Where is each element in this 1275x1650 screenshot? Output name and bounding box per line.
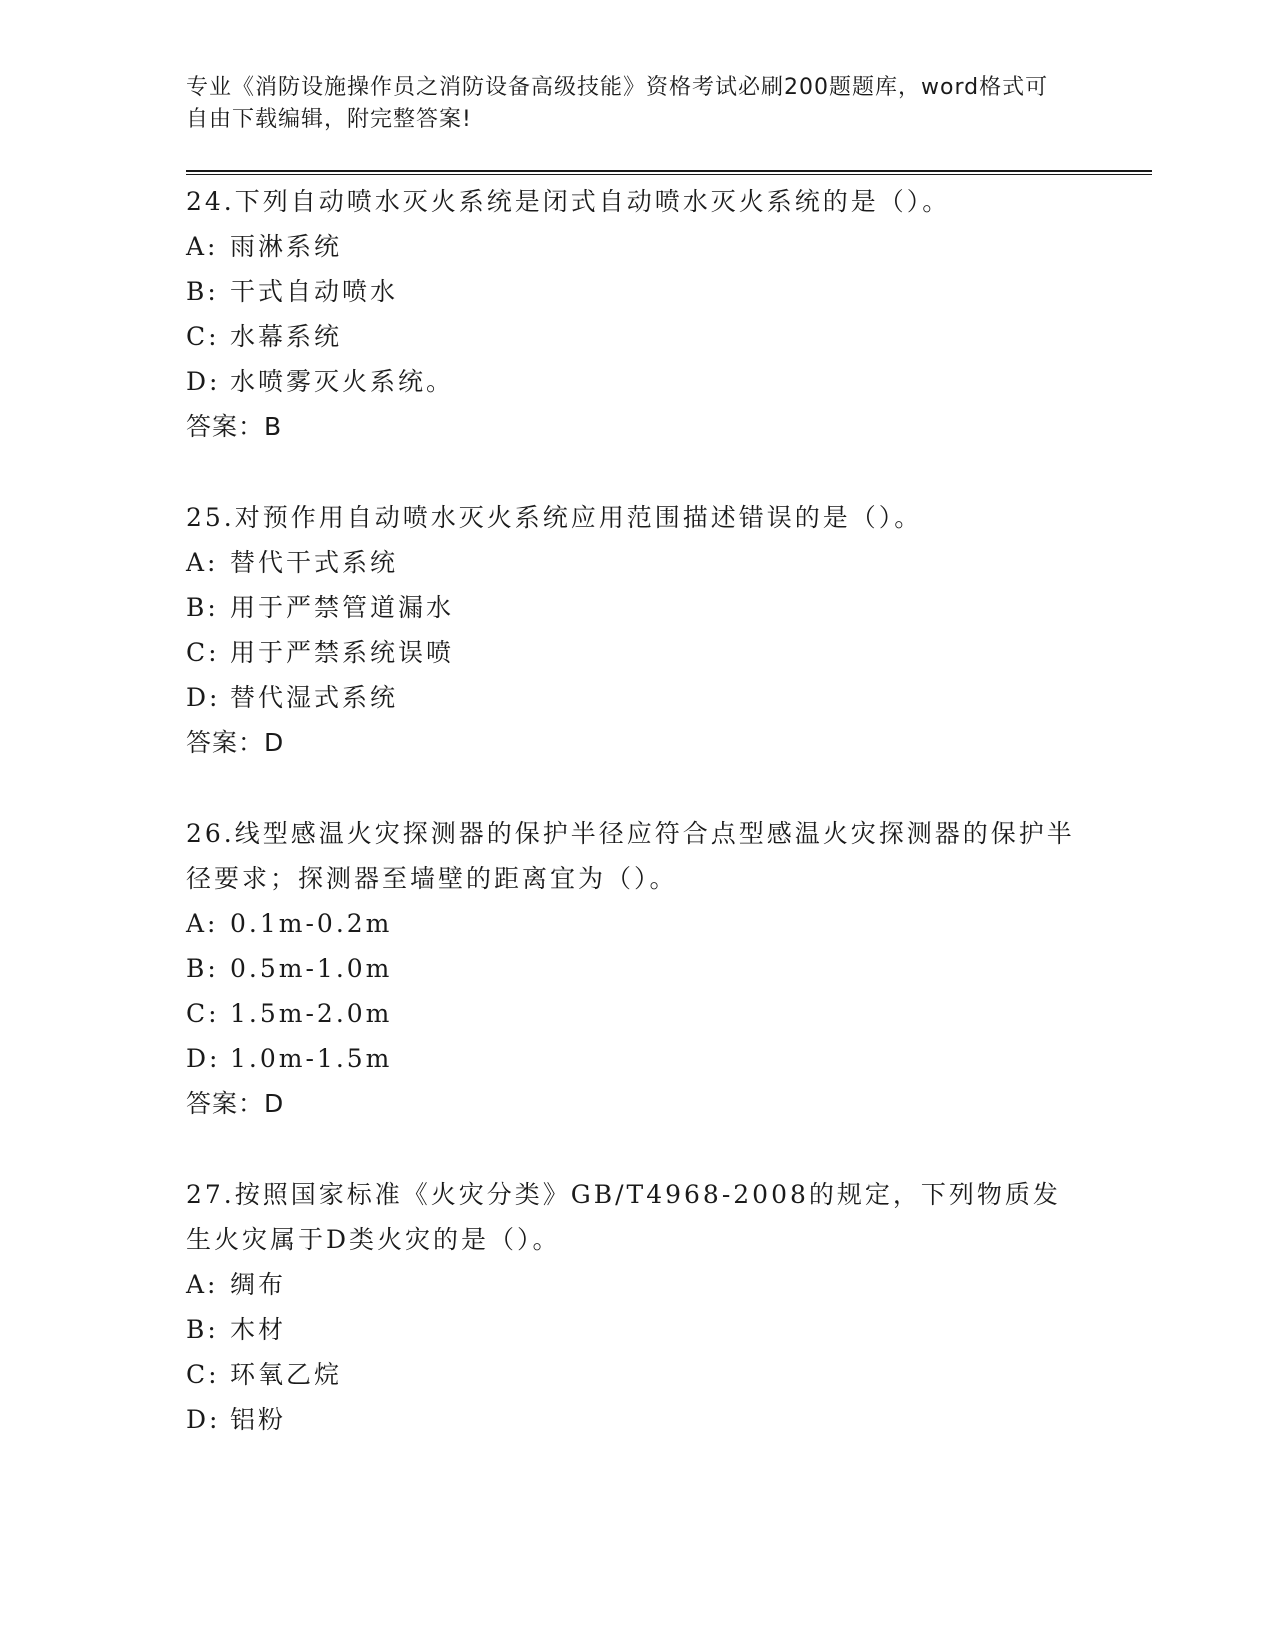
- option-d: [186, 1397, 1156, 1442]
- document-header: 专业《消防设施操作员之消防设备高级技能》资格考试必刷200题题库，word格式可自由下载编辑，附完整答案!: [186, 75, 1049, 132]
- question-stem: 25.对预作用自动喷水灭火系统应用范围描述错误的是（）。: [186, 503, 923, 532]
- question-spacer: [186, 449, 1156, 495]
- option-d: [186, 359, 1156, 404]
- option-a: [186, 1262, 1156, 1307]
- option-text: 干式自动喷水: [230, 277, 399, 306]
- option-d: [186, 675, 1156, 720]
- question-spacer: [186, 1126, 1156, 1172]
- option-letter: A:: [186, 909, 219, 938]
- question-stem: 27.按照国家标准《火灾分类》GB/T4968-2008的规定，下列物质发生火灾属于D类火灾的是（）。: [186, 1180, 1061, 1254]
- option-text: 雨淋系统: [230, 232, 343, 261]
- question-25: [186, 495, 1156, 765]
- question-stem: 26.线型感温火灾探测器的保护半径应符合点型感温火灾探测器的保护半径要求；探测器至墙壁的距离宜为（）。: [186, 819, 1075, 893]
- option-text: 替代湿式系统: [230, 683, 399, 712]
- option-b: [186, 946, 1156, 991]
- option-c: [186, 314, 1156, 359]
- option-text: 水喷雾灭火系统。: [230, 367, 455, 396]
- option-c: [186, 1352, 1156, 1397]
- option-b: [186, 1307, 1156, 1352]
- option-text: 替代干式系统: [230, 548, 399, 577]
- option-letter: B:: [186, 1315, 219, 1344]
- answer-line: 答案：D: [186, 728, 285, 757]
- header-divider: [186, 170, 1152, 175]
- question-27: [186, 1172, 1156, 1442]
- question-stem: 24.下列自动喷水灭火系统是闭式自动喷水灭火系统的是（）。: [186, 187, 951, 216]
- option-letter: B:: [186, 593, 219, 622]
- option-b: [186, 269, 1156, 314]
- option-letter: B:: [186, 277, 219, 306]
- option-letter: C:: [186, 322, 220, 351]
- option-text: 水幕系统: [230, 322, 343, 351]
- option-letter: C:: [186, 638, 220, 667]
- option-text: 用于严禁系统误喷: [230, 638, 455, 667]
- question-spacer: [186, 765, 1156, 811]
- question-24: [186, 179, 1156, 449]
- option-c: [186, 991, 1156, 1036]
- option-letter: D:: [186, 1044, 221, 1073]
- option-a: [186, 901, 1156, 946]
- answer-line: 答案：D: [186, 1089, 285, 1118]
- option-letter: B:: [186, 954, 219, 983]
- option-letter: A:: [186, 232, 219, 261]
- option-text: 木材: [230, 1315, 287, 1344]
- option-a: [186, 540, 1156, 585]
- question-26: [186, 811, 1156, 1126]
- option-text: 1.0m-1.5m: [230, 1044, 393, 1073]
- option-text: 0.1m-0.2m: [230, 909, 393, 938]
- option-text: 环氧乙烷: [230, 1360, 343, 1389]
- option-a: [186, 224, 1156, 269]
- option-b: [186, 585, 1156, 630]
- option-letter: A:: [186, 1270, 219, 1299]
- option-letter: D:: [186, 683, 221, 712]
- option-c: [186, 630, 1156, 675]
- option-letter: C:: [186, 999, 220, 1028]
- option-text: 铝粉: [230, 1405, 287, 1434]
- option-text: 绸布: [230, 1270, 287, 1299]
- option-letter: D:: [186, 1405, 221, 1434]
- document-page: [186, 72, 1156, 1442]
- option-text: 用于严禁管道漏水: [230, 593, 455, 622]
- option-text: 0.5m-1.0m: [230, 954, 393, 983]
- option-text: 1.5m-2.0m: [230, 999, 393, 1028]
- option-letter: D:: [186, 367, 221, 396]
- option-letter: C:: [186, 1360, 220, 1389]
- answer-line: 答案：B: [186, 412, 283, 441]
- option-letter: A:: [186, 548, 219, 577]
- option-d: [186, 1036, 1156, 1081]
